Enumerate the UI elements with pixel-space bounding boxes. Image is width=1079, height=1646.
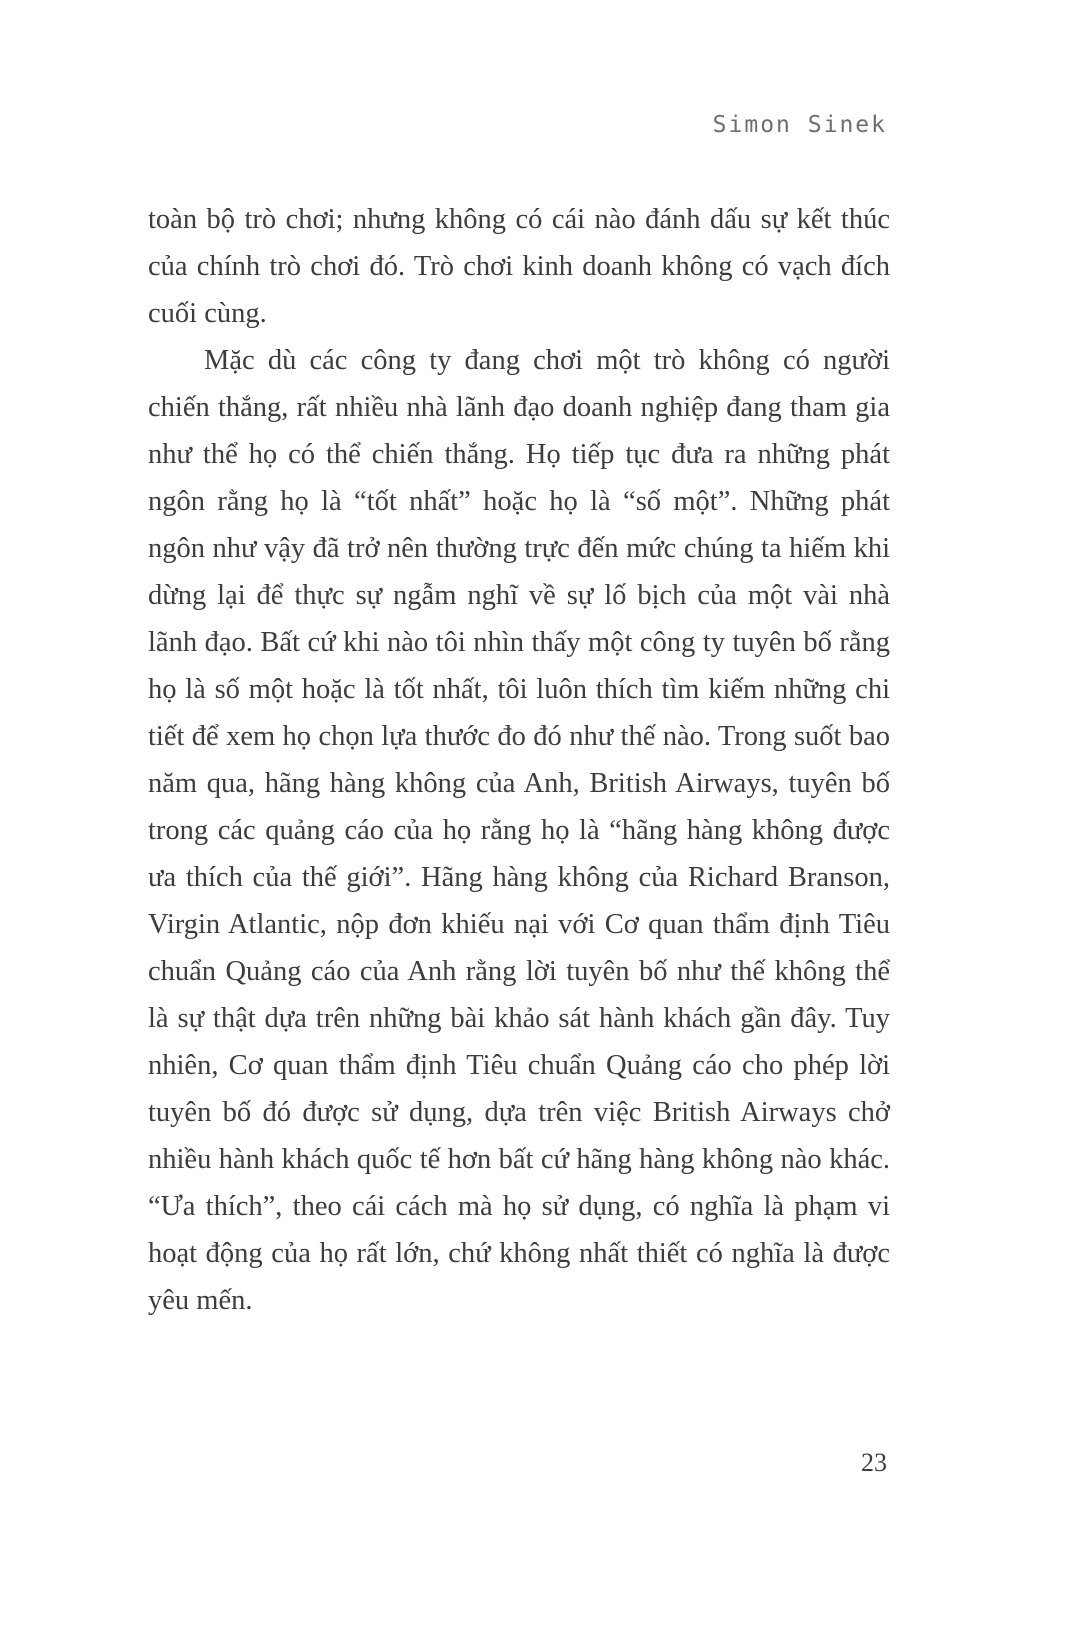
body-text — [148, 196, 890, 1324]
paragraph: toàn bộ trò chơi; nhưng không có cái nào đánh dấu sự kết thúc của chính trò chơi đó. Trò chơi kinh doanh không có vạch đích cuối cùng. — [148, 204, 890, 329]
page-number: 23 — [861, 1448, 887, 1477]
running-head-author: Simon Sinek — [712, 112, 887, 138]
paragraph: Mặc dù các công ty đang chơi một trò không có người chiến thắng, rất nhiều nhà lãnh đạo doanh nghiệp đang tham gia như thể họ có thể chiến thắng. Họ tiếp tục đưa ra những phát ngôn rằng họ là “tốt nhất” hoặc họ là “số một”. Những phát ngôn như vậy đã trở nên thường trực đến mức chúng ta hiếm khi dừng lại để thực sự ngẫm nghĩ về sự lố bịch của một vài nhà lãnh đạo. Bất cứ khi nào tôi nhìn thấy một công ty tuyên bố rằng họ là số một hoặc là tốt nhất, tôi luôn thích tìm kiếm những chi tiết để xem họ chọn lựa thước đo đó như thế nào. Trong suốt bao năm qua, hãng hàng không của Anh, British Airways, tuyên bố trong các quảng cáo của họ rằng họ là “hãng hàng không được ưa thích của thế giới”. Hãng hàng không của Richard Branson, Virgin Atlantic, nộp đơn khiếu nại với Cơ quan thẩm định Tiêu chuẩn Quảng cáo của Anh rằng lời tuyên bố như thế không thể là sự thật dựa trên những bài khảo sát hành khách gần đây. Tuy nhiên, Cơ quan thẩm định Tiêu chuẩn Quảng cáo cho phép lời tuyên bố đó được sử dụng, dựa trên việc British Airways chở nhiều hành khách quốc tế hơn bất cứ hãng hàng không nào khác. “Ưa thích”, theo cái cách mà họ sử dụng, có nghĩa là phạm vi hoạt động của họ rất lớn, chứ không nhất thiết có nghĩa là được yêu mến. — [148, 345, 890, 1316]
